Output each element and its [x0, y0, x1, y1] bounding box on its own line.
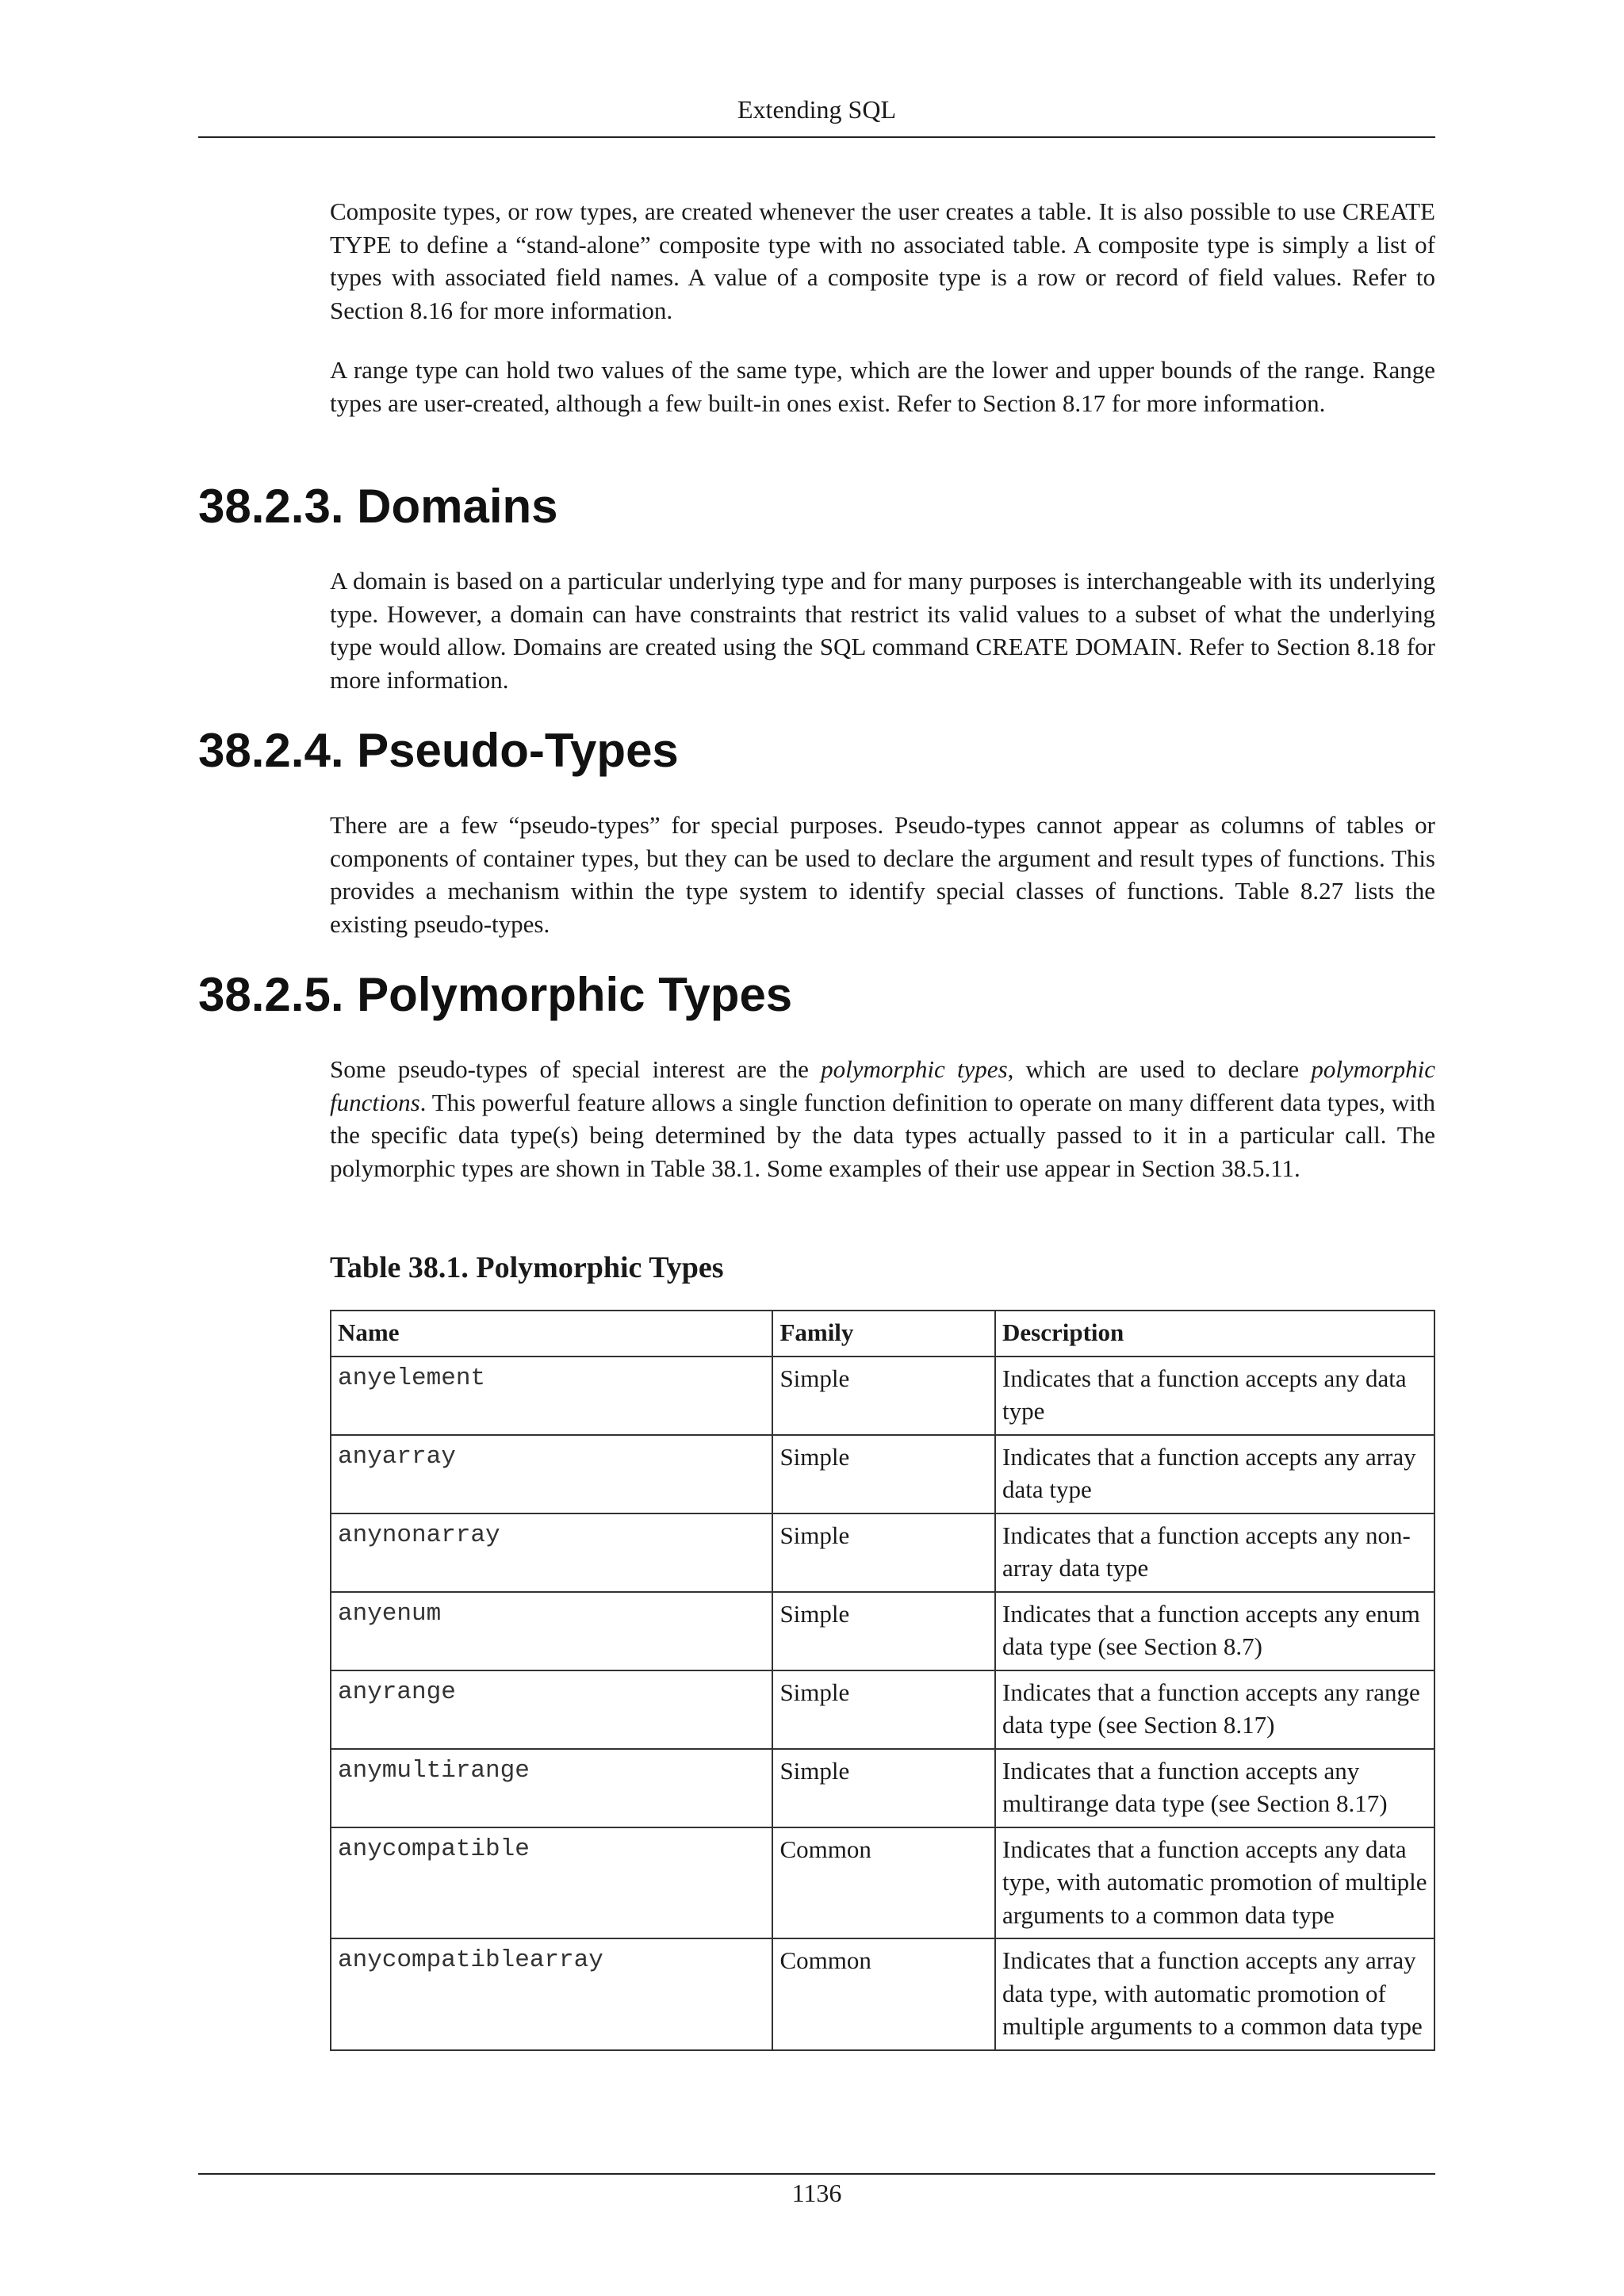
type-family-cell: Common — [772, 1827, 995, 1939]
type-description-cell: Indicates that a function accepts any array data type — [995, 1435, 1434, 1513]
table-row — [331, 1670, 1434, 1749]
type-name-cell: anycompatiblearray — [331, 1938, 772, 2050]
type-family-cell: Simple — [772, 1592, 995, 1670]
type-family-cell: Simple — [772, 1435, 995, 1513]
table-row — [331, 1513, 1434, 1592]
type-name-cell: anynonarray — [331, 1513, 772, 1592]
page-header-title: Extending SQL — [737, 95, 896, 124]
type-description-cell: Indicates that a function accepts any data type — [995, 1357, 1434, 1435]
table-title: Table 38.1. Polymorphic Types — [330, 1251, 724, 1284]
footer-rule — [198, 2173, 1435, 2175]
domains-paragraph: A domain is based on a particular underlying type and for many purposes is interchangeable with its underlying type. However, a domain can have constraints that restrict its valid values to a subset of what the underlying type would allow. Domains are created using the SQL command CREATE DOMAIN. Refer to Section 8.18 for more information. — [330, 567, 1435, 694]
type-name-cell: anyarray — [331, 1435, 772, 1513]
polymorphic-types-heading: 38.2.5. Polymorphic Types — [198, 968, 793, 1021]
header-rule — [198, 136, 1435, 138]
table-row — [331, 1592, 1434, 1670]
pseudo-types-paragraph: There are a few “pseudo-types” for special purposes. Pseudo-types cannot appear as columns of tables or components of container types, but they can be used to declare the argument and result types of functions. This provides a mechanism within the type system to identify special classes of functions. Table 8.27 lists the existing pseudo-types. — [330, 811, 1435, 938]
polymorphic-text-1: Some pseudo-types of special interest are the — [330, 1055, 822, 1083]
type-name-cell: anycompatible — [331, 1827, 772, 1939]
table-row — [331, 1749, 1434, 1827]
type-family-cell: Simple — [772, 1357, 995, 1435]
range-types-paragraph: A range type can hold two values of the same type, which are the lower and upper bounds of the range. Range types are user-created, although a few built-in ones exist. Refer to Section 8.17 for more information. — [330, 356, 1435, 417]
table-row — [331, 1357, 1434, 1435]
type-description-cell: Indicates that a function accepts any data type, with automatic promotion of multiple arguments to a common data type — [995, 1827, 1434, 1939]
polymorphic-functions-term: polymorphic functions — [330, 1055, 1436, 1116]
polymorphic-types-table — [330, 1310, 1435, 2051]
table-row — [331, 1827, 1434, 1939]
type-name-cell: anyrange — [331, 1670, 772, 1749]
type-description-cell: Indicates that a function accepts any array data type, with automatic promotion of multiple arguments to a common data type — [995, 1938, 1434, 2050]
type-description-cell: Indicates that a function accepts any non-array data type — [995, 1513, 1434, 1592]
type-name-cell: anyelement — [331, 1357, 772, 1435]
type-name-cell: anymultirange — [331, 1749, 772, 1827]
polymorphic-text-3: . This powerful feature allows a single function definition to operate on many different data types, with the specific data type(s) being determined by the data types actually passed to it in a particular call. The polymorphic types are shown in Table 38.1. Some examples of their use appear in Section 38.5.11. — [330, 1088, 1435, 1182]
table-header-row — [331, 1311, 1434, 1357]
table-row — [331, 1435, 1434, 1513]
polymorphic-types-term: polymorphic types — [821, 1055, 1008, 1083]
column-header-name: Name — [331, 1311, 772, 1357]
column-header-description: Description — [995, 1311, 1434, 1357]
page-number: 1136 — [791, 2179, 842, 2207]
type-description-cell: Indicates that a function accepts any range data type (see Section 8.17) — [995, 1670, 1434, 1749]
type-name-cell: anyenum — [331, 1592, 772, 1670]
type-family-cell: Simple — [772, 1513, 995, 1592]
table-row — [331, 1938, 1434, 2050]
column-header-family: Family — [772, 1311, 995, 1357]
composite-types-paragraph: Composite types, or row types, are created whenever the user creates a table. It is also possible to use CREATE TYPE to define a “stand-alone” composite type with no associated table. A composite type is simply a list of types with associated field names. A value of a composite type is a row or record of field values. Refer to Section 8.16 for more information. — [330, 197, 1435, 324]
domains-heading: 38.2.3. Domains — [198, 480, 558, 533]
type-description-cell: Indicates that a function accepts any enum data type (see Section 8.7) — [995, 1592, 1434, 1670]
polymorphic-types-paragraph — [330, 1053, 1435, 1184]
type-description-cell: Indicates that a function accepts any multirange data type (see Section 8.17) — [995, 1749, 1434, 1827]
type-family-cell: Common — [772, 1938, 995, 2050]
type-family-cell: Simple — [772, 1670, 995, 1749]
type-family-cell: Simple — [772, 1749, 995, 1827]
pseudo-types-heading: 38.2.4. Pseudo-Types — [198, 724, 679, 777]
polymorphic-text-2: , which are used to declare — [1007, 1055, 1312, 1083]
